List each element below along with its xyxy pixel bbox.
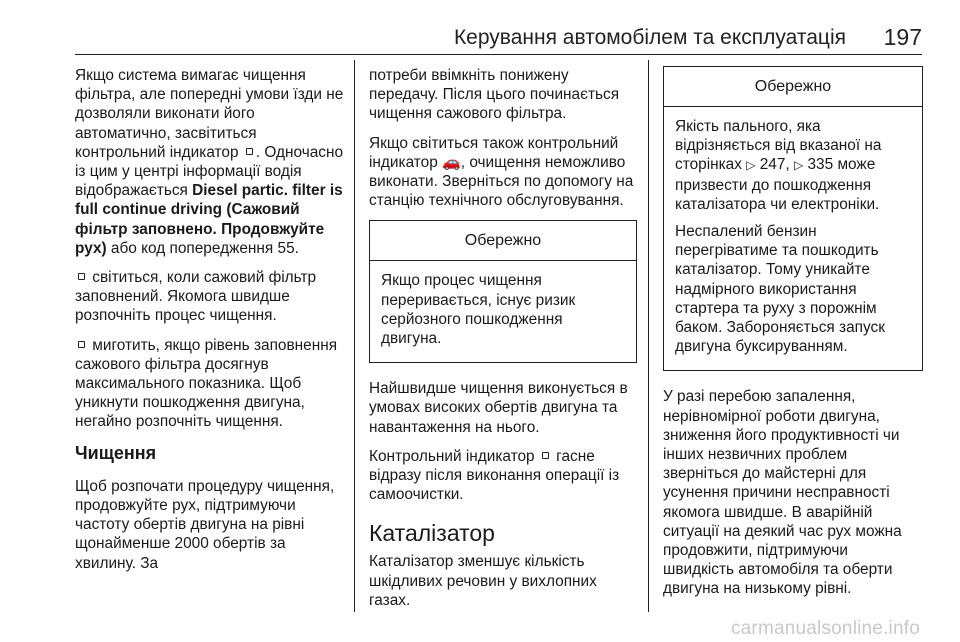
page-ref[interactable]: 247, [759,156,790,174]
page-number: 197 [883,24,922,50]
caution-body [370,261,636,362]
heading-catalyst: Каталізатор [369,520,495,547]
paragraph [369,134,637,211]
text: миготить, якщо рівень заповнення сажового фільтра досягнув максимального показника. Щоб уникнути пошкодження двигуна, негайно розпочніть чищення. [75,336,338,431]
arrow-ref-icon: ▷ [746,158,756,173]
text: Якість пального, яка відрізняється від вказаної на сторінках [675,118,882,174]
text: Контрольний індикатор [369,447,535,465]
text: . Одночасно із цим у центрі інформації водія відображається [75,143,344,200]
text: гасне відразу після виконання операції із самоочистки. [369,447,620,504]
text: , очищення неможливо виконати. Зверніться по допомогу на станцію технічного обслуговування. [369,153,634,210]
paragraph: Каталізатор зменшує кількість шкідливих речовин у вихлопних газах. [369,553,597,609]
watermark: carmanualsonline.info [730,618,920,639]
header-rule [75,54,922,55]
diesel-particulate-filter-icon [75,270,88,283]
page-ref[interactable]: 335 може призвести до пошкодження каталізатора чи електроніки. [675,156,880,213]
caution-body [664,107,922,370]
caution-box [369,220,637,363]
paragraph [75,66,347,258]
text: Якщо система вимагає чищення фільтра, але попередні умови їзди не дозволяли виконати його автоматично, засвітиться контрольний індикатор [75,67,344,161]
display-message: Diesel partic. filter is full continue driving (Сажовий фільтр заповнено. Продовжуйте рух) [75,182,343,257]
page-title: Керування автомобілем та експлуатація [453,26,846,49]
diesel-particulate-filter-icon [243,145,256,158]
column-2 [369,66,637,620]
text: світиться, коли сажовий фільтр заповнений. Якомога швидше розпочніть процес чищення. [75,269,317,325]
caution-text: Якщо процес чищення переривається, існує ризик серйозного пошкодження двигуна. [381,272,576,348]
text: або код попередження 55. [110,239,299,257]
paragraph: Щоб розпочати процедуру чищення, продовжуйте рух, підтримуючи частоту обертів двигуна на рівні щонайменше 2000 обертів за хвилину. За [75,477,335,572]
caution-title: Обережно [370,221,636,261]
column-divider-1 [354,60,355,612]
column-3 [663,66,923,609]
column-divider-2 [648,60,649,612]
paragraph: У разі перебою запалення, нерівномірної роботи двигуна, зниження його продуктивності чи інших незвичних проблем зверніться до майстерні для усунення причини несправності якомога швидше. В аварійній ситуації на деякий час рух можна продовжити, підтримуючи швидкість автомобіля та оберти двигуна на низькому рівні. [663,388,902,598]
caution-title: Обережно [664,67,922,107]
page-header [0,0,960,56]
subheading-cleaning: Чищення [75,442,157,463]
diesel-particulate-filter-icon [539,449,552,462]
arrow-ref-icon: ▷ [793,158,804,173]
paragraph [369,447,637,505]
column-1 [75,66,347,583]
paragraph [75,268,347,326]
paragraph: Найшвидше чищення виконується в умовах високих обертів двигуна та навантаження на нього. [369,380,628,436]
caution-text [675,117,911,214]
caution-text: Неспалений бензин перегріватиме та пошкодить каталізатор. Тому уникайте надмірного використання стартера та руху з порожнім баком. Забороняється запуск двигуна буксируванням. [675,223,885,356]
paragraph: потреби ввімкніть понижену передачу. Після цього починається чищення сажового фільтра. [369,67,620,123]
paragraph [75,336,347,432]
caution-box [663,66,923,371]
diesel-particulate-filter-icon [75,338,88,351]
text: Якщо світиться також контрольний індикатор [369,134,619,171]
car-service-icon: 🚗 [442,153,461,171]
